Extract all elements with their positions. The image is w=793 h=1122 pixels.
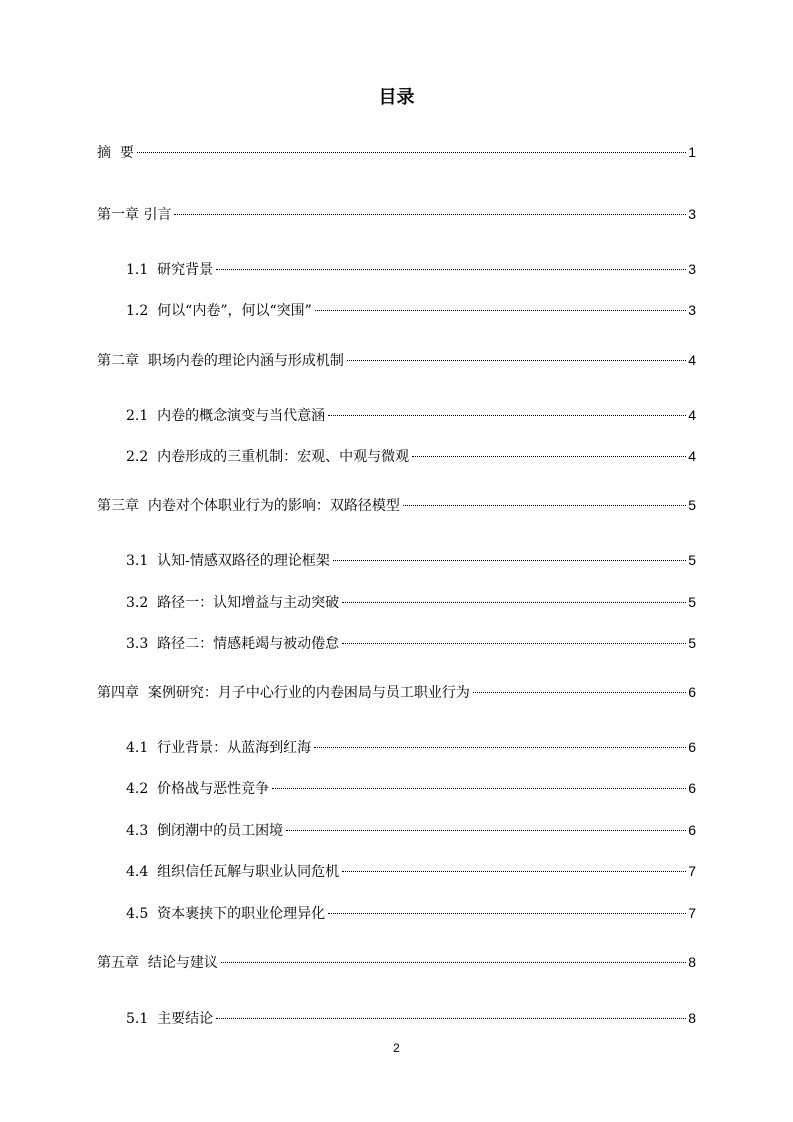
toc-entry-page: 3 [688,261,696,277]
toc-dot-leader [342,643,686,644]
toc-entry-page: 4 [688,352,696,368]
toc-dot-leader [315,310,686,311]
toc-entry-page: 7 [688,863,696,879]
toc-dot-leader [473,692,686,693]
toc-entry-label: 第五章 结论与建议 [97,955,218,971]
toc-entry-page: 6 [688,739,696,755]
toc-entry-3-3[interactable] [126,633,696,654]
toc-entry-page: 6 [688,684,696,700]
toc-dot-leader [174,214,686,215]
toc-entry-chapter-1[interactable] [97,204,696,225]
toc-dot-leader [216,269,686,270]
toc-dot-leader [286,830,686,831]
toc-entry-1-1[interactable] [126,259,696,280]
toc-entry-label: 3.1 认知-情感双路径的理论框架 [126,553,330,569]
toc-entry-4-2[interactable] [126,778,696,799]
toc-dot-leader [412,456,686,457]
toc-entry-label: 第三章 内卷对个体职业行为的影响：双路径模型 [97,498,400,514]
toc-entry-label: 第二章 职场内卷的理论内涵与形成机制 [97,353,344,369]
toc-entry-5-1[interactable] [126,1008,696,1029]
toc-entry-4-4[interactable] [126,861,696,882]
toc-entry-page: 6 [688,780,696,796]
toc-dot-leader [221,962,686,963]
toc-entry-label: 5.1 主要结论 [126,1011,214,1027]
toc-entry-page: 4 [688,448,696,464]
toc-entry-label: 第一章 引言 [97,207,172,223]
toc-entry-label: 2.2 内卷形成的三重机制：宏观、中观与微观 [126,449,410,465]
toc-title: 目录 [378,87,415,108]
toc-entry-label: 4.2 价格战与恶性竞争 [126,781,270,797]
toc-dot-leader [328,913,686,914]
toc-entry-page: 5 [688,594,696,610]
toc-entry-page: 5 [688,497,696,513]
toc-entry-label: 4.3 倒闭潮中的员工困境 [126,823,284,839]
toc-entry-page: 7 [688,905,696,921]
toc-entry-label: 3.2 路径一：认知增益与主动突破 [126,595,340,611]
toc-entry-page: 4 [688,407,696,423]
toc-dot-leader [272,788,686,789]
toc-entry-1-2[interactable] [126,300,696,321]
toc-entry-4-1[interactable] [126,737,696,758]
toc-entry-label: 4.5 资本裹挟下的职业伦理异化 [126,906,326,922]
toc-entry-page: 1 [688,144,696,160]
toc-entry-2-2[interactable] [126,446,696,467]
toc-entry-label: 摘 要 [97,145,134,161]
toc-entry-3-1[interactable] [126,550,696,571]
toc-entry-label: 4.4 组织信任瓦解与职业认同危机 [126,864,340,880]
toc-entry-chapter-3[interactable] [97,495,696,516]
toc-entry-page: 5 [688,635,696,651]
toc-entry-page: 3 [688,206,696,222]
toc-entry-2-1[interactable] [126,405,696,426]
toc-dot-leader [347,360,686,361]
page-number: 2 [393,1041,400,1055]
toc-dot-leader [342,602,686,603]
toc-entry-label: 1.1 研究背景 [126,262,214,278]
toc-entry-4-3[interactable] [126,820,696,841]
toc-dot-leader [403,505,686,506]
toc-dot-leader [328,415,686,416]
toc-dot-leader [216,1018,686,1019]
toc-entry-page: 8 [688,1010,696,1026]
toc-entry-page: 8 [688,954,696,970]
toc-entry-page: 5 [688,552,696,568]
toc-entry-label: 4.1 行业背景：从蓝海到红海 [126,740,312,756]
toc-entry-label: 第四章 案例研究：月子中心行业的内卷困局与员工职业行为 [97,685,470,701]
toc-entry-label: 1.2 何以“内卷”，何以“突围” [126,303,312,319]
toc-entry-chapter-2[interactable] [97,350,696,371]
toc-dot-leader [137,152,686,153]
toc-entry-3-2[interactable] [126,592,696,613]
toc-dot-leader [314,747,686,748]
toc-entry-label: 2.1 内卷的概念演变与当代意涵 [126,408,326,424]
toc-entry-label: 3.3 路径二：情感耗竭与被动倦怠 [126,636,340,652]
toc-dot-leader [333,560,686,561]
toc-entry-page: 3 [688,302,696,318]
toc-entry-chapter-4[interactable] [97,682,696,703]
toc-dot-leader [342,871,686,872]
toc-entry-chapter-5[interactable] [97,952,696,973]
toc-entry-4-5[interactable] [126,903,696,924]
toc-entry-page: 6 [688,822,696,838]
toc-entry-abstract[interactable] [97,142,696,163]
